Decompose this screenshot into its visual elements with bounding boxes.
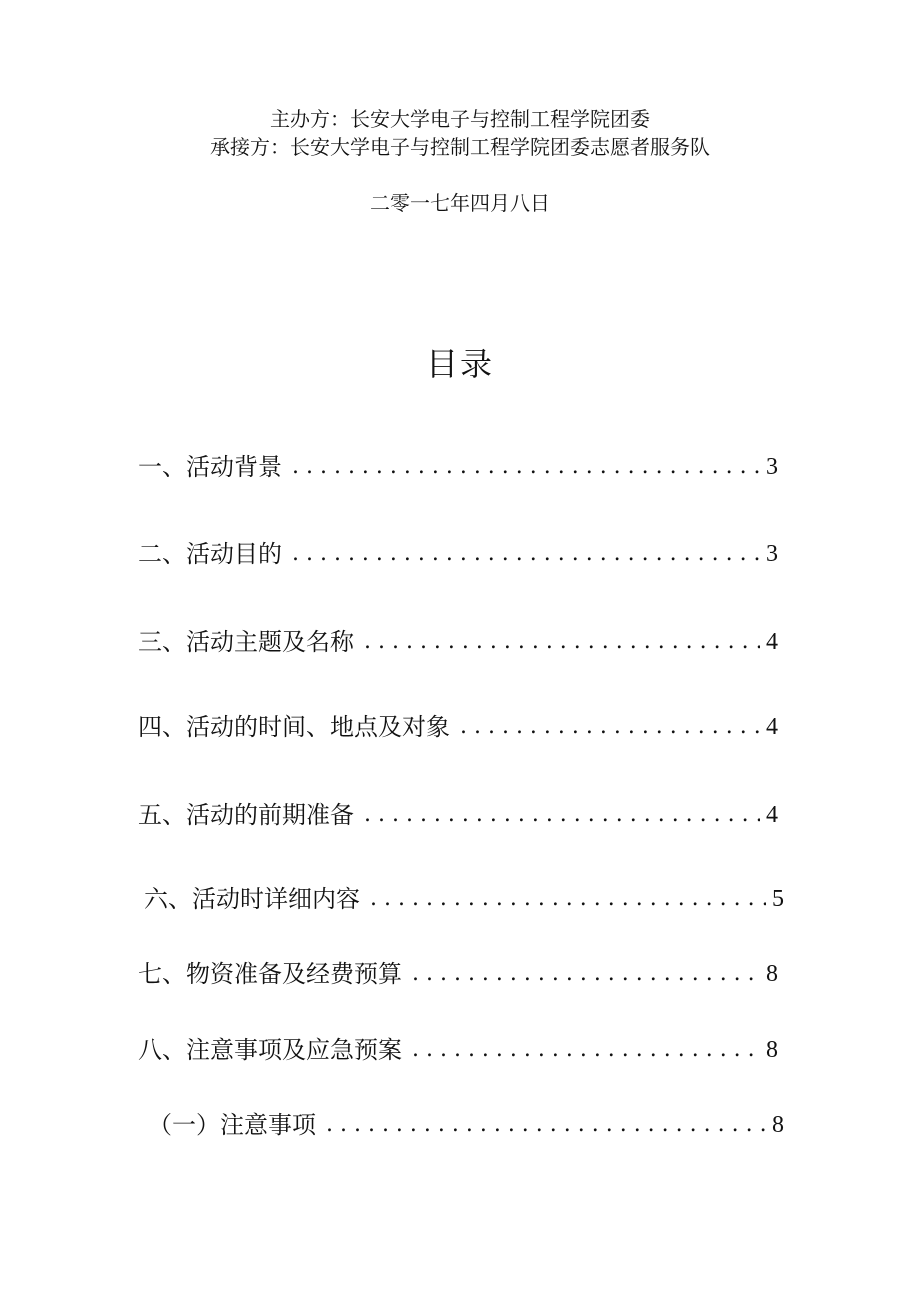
toc-entry-label: 四、活动的时间、地点及对象 <box>138 713 450 741</box>
toc-entry-page: 4 <box>766 629 778 655</box>
toc-entry-page: 4 <box>766 802 778 828</box>
toc-entry-label: 六、活动时详细内容 <box>144 885 360 913</box>
toc-entry[interactable] <box>138 796 778 832</box>
document-date: 二零一七年四月八日 <box>370 191 550 215</box>
toc-entry-page: 8 <box>766 961 778 987</box>
toc-dot-leader <box>364 625 760 659</box>
toc-entry[interactable] <box>138 708 778 744</box>
toc-dot-leader <box>364 798 760 832</box>
toc-entry-label: 三、活动主题及名称 <box>138 628 354 656</box>
toc-entry[interactable] <box>148 1106 784 1142</box>
toc-entry-page: 8 <box>766 1037 778 1063</box>
toc-entry-page: 4 <box>766 714 778 740</box>
toc-entry-label: 八、注意事项及应急预案 <box>138 1036 402 1064</box>
toc-dot-leader <box>292 537 760 571</box>
toc-entry[interactable] <box>138 535 778 571</box>
toc-dot-leader <box>370 882 766 916</box>
toc-entry-label: 二、活动目的 <box>138 540 282 568</box>
organizer-line: 主办方：长安大学电子与控制工程学院团委 <box>270 107 650 131</box>
toc-entry-label: 一、活动背景 <box>138 453 282 481</box>
toc-entry[interactable] <box>138 623 778 659</box>
toc-entry-page: 5 <box>772 886 784 912</box>
toc-entry-label: 七、物资准备及经费预算 <box>138 960 402 988</box>
toc-dot-leader <box>292 450 760 484</box>
toc-entry[interactable] <box>144 880 784 916</box>
toc-entry[interactable] <box>138 955 778 991</box>
toc-entry[interactable] <box>138 448 778 484</box>
undertaker-line: 承接方：长安大学电子与控制工程学院团委志愿者服务队 <box>210 135 710 159</box>
toc-dot-leader <box>412 957 760 991</box>
toc-title: 目录 <box>425 345 494 383</box>
toc-entry-page: 8 <box>772 1112 784 1138</box>
toc-dot-leader <box>326 1108 766 1142</box>
toc-entry-label: 五、活动的前期准备 <box>138 801 354 829</box>
toc-entry-page: 3 <box>766 541 778 567</box>
toc-entry-page: 3 <box>766 454 778 480</box>
toc-entry-label: （一）注意事项 <box>148 1111 316 1139</box>
toc-entry[interactable] <box>138 1031 778 1067</box>
toc-dot-leader <box>412 1033 760 1067</box>
toc-dot-leader <box>460 710 760 744</box>
